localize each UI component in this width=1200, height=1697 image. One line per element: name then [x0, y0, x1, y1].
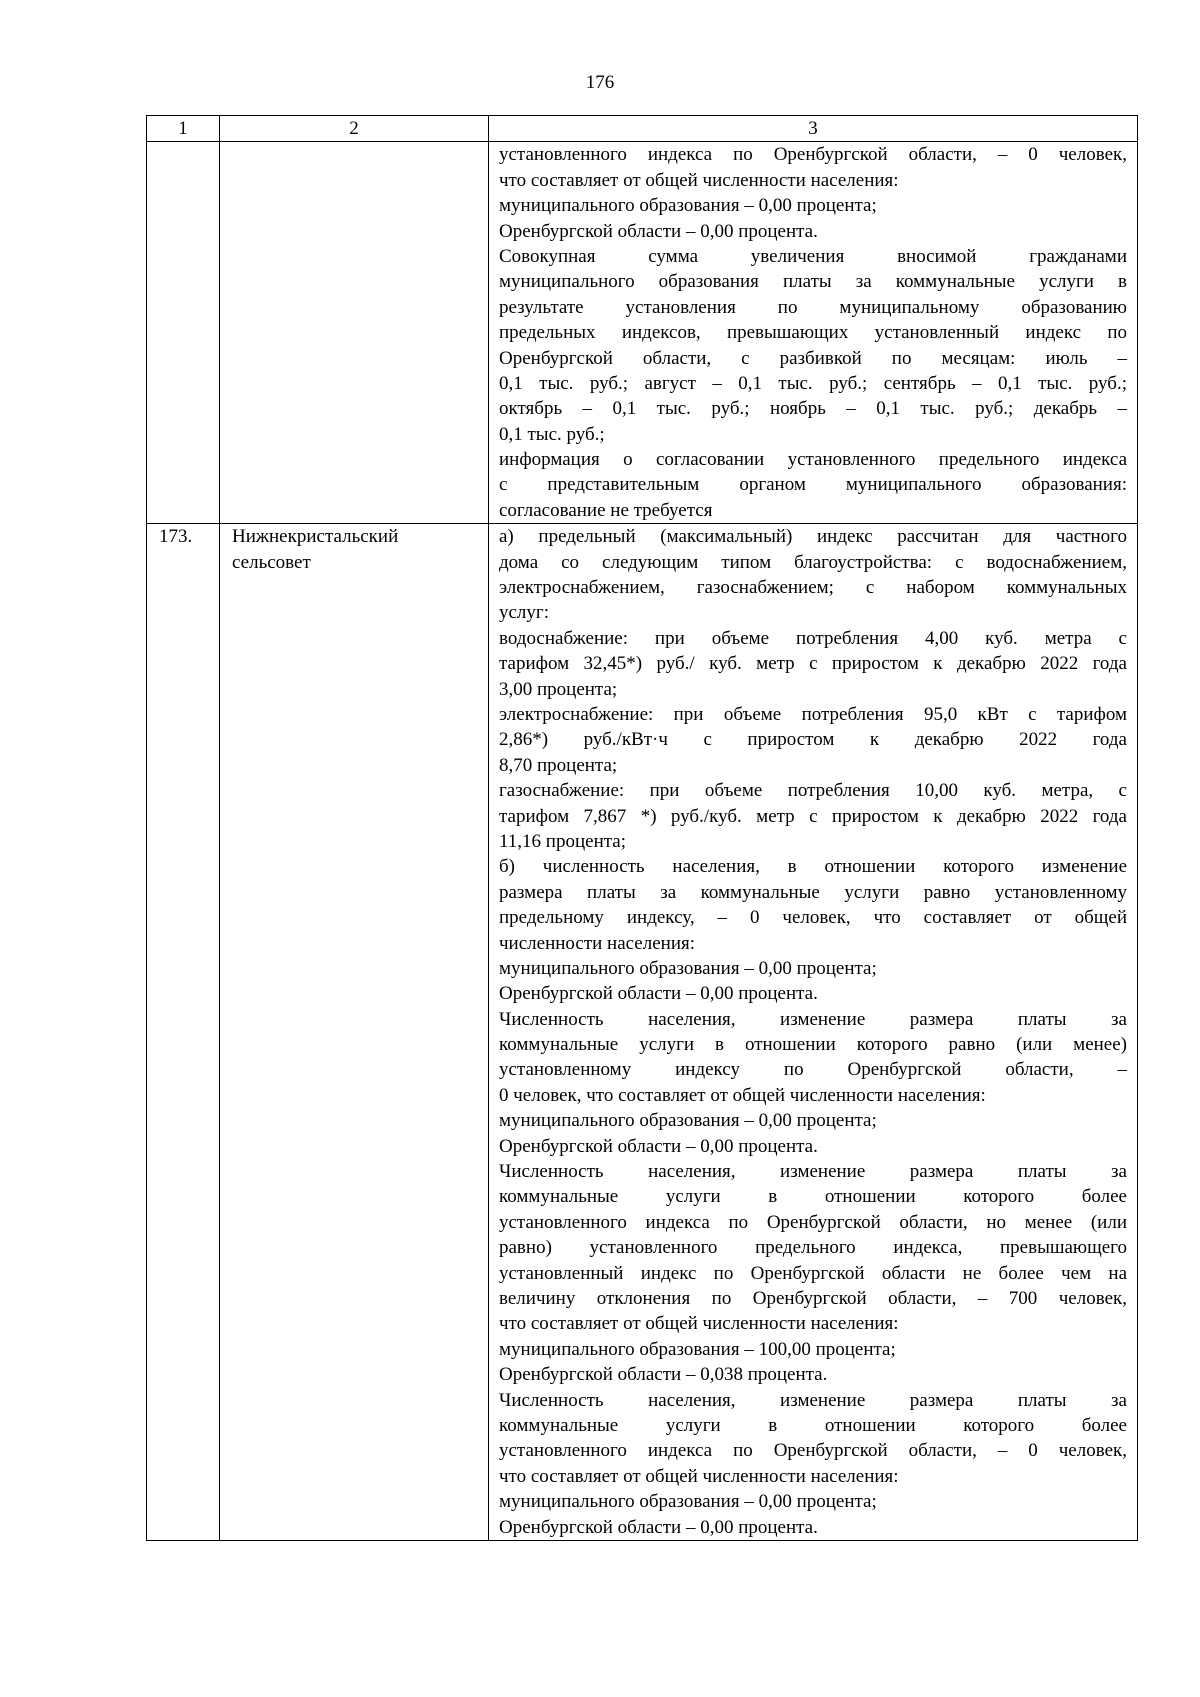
continuation-text-line: муниципального образования – 0,00 процента; [499, 195, 877, 217]
continuation-text-line: Оренбургской области, с разбивкой по месяцам: июль – [499, 347, 1127, 369]
table-row-continuation [147, 142, 1138, 524]
header-cell-2: 2 [220, 116, 489, 142]
row-173-text-line: электроснабжение: при объеме потребления 95,0 кВт с тарифом [499, 704, 1127, 725]
continuation-number-cell [147, 142, 220, 524]
row-173-text-line: установленному индексу по Оренбургской области, – [499, 1059, 1127, 1081]
document-table [146, 115, 1138, 1541]
row-173-text-line: коммунальные услуги в отношении которого более [499, 1186, 1127, 1208]
continuation-text-line: 0,1 тыс. руб.; август – 0,1 тыс. руб.; сентябрь – 0,1 тыс. руб.; [499, 372, 1127, 394]
continuation-text-line: 0,1 тыс. руб.; [499, 423, 605, 445]
row-173-text-line: муниципального образования – 0,00 процента; [499, 1110, 877, 1132]
row-173-text-line: тарифом 7,867 *) руб./куб. метр с приростом к декабрю 2022 года [499, 805, 1127, 827]
row-number-cell [147, 524, 220, 1541]
row-173-text-line: 8,70 процента; [499, 754, 618, 776]
row-173-text-line: муниципального образования – 0,00 процента; [499, 1491, 877, 1513]
row-173-text-line: б) численность населения, в отношении которого изменение [499, 856, 1127, 878]
row-173-text-line: Оренбургской области – 0,00 процента. [499, 1516, 818, 1538]
continuation-text-line: Оренбургской области – 0,00 процента. [499, 220, 818, 242]
settlement-name-line1: Нижнекристальский [232, 526, 399, 548]
row-173-text-line: размера платы за коммунальные услуги равно установленному [499, 881, 1127, 903]
continuation-text-line: предельных индексов, превышающих установленный индекс по [499, 322, 1127, 344]
row-173-text-line: установленного индекса по Оренбургской области, – 0 человек, [499, 1440, 1127, 1462]
settlement-name-line2: сельсовет [232, 551, 311, 573]
continuation-text-line: согласование не требуется [499, 499, 713, 521]
row-173-text-line: муниципального образования – 100,00 процента; [499, 1338, 896, 1360]
row-173-text-line: установленного индекса по Оренбургской области, но менее (или [499, 1211, 1127, 1233]
row-173-text-line: дома со следующим типом благоустройства: с водоснабжением, [499, 551, 1127, 573]
continuation-text-line: установленного индекса по Оренбургской области, – 0 человек, [499, 144, 1127, 166]
table-row-173 [147, 524, 1138, 1541]
header-cell-3: 3 [489, 116, 1138, 142]
continuation-text-line: что составляет от общей численности населения: [499, 169, 899, 191]
row-173-text-line: Оренбургской области – 0,00 процента. [499, 983, 818, 1005]
row-173-text-line: равно) установленного предельного индекса, превышающего [499, 1237, 1127, 1259]
row-173-text-line: величину отклонения по Оренбургской области, – 700 человек, [499, 1287, 1127, 1309]
row-173-text-line: услуг: [499, 602, 549, 624]
row-173-text-line: 3,00 процента; [499, 678, 618, 700]
continuation-name-cell [220, 142, 489, 524]
continuation-description-cell [489, 142, 1138, 524]
continuation-text-line: муниципального образования платы за коммунальные услуги в [499, 271, 1127, 293]
row-173-text-line: 2,86*) руб./кВт·ч с приростом к декабрю 2022 года [499, 729, 1127, 751]
row-173-text-line: численности населения: [499, 932, 696, 954]
continuation-text-line: октябрь – 0,1 тыс. руб.; ноябрь – 0,1 тыс. руб.; декабрь – [499, 398, 1127, 420]
row-173-text-line: газоснабжение: при объеме потребления 10,00 куб. метра, с [499, 780, 1127, 802]
row-description [489, 524, 1137, 1540]
row-description-cell [489, 524, 1138, 1541]
row-173-text-line: что составляет от общей численности населения: [499, 1313, 899, 1335]
row-173-text-line: водоснабжение: при объеме потребления 4,00 куб. метра с [499, 627, 1127, 649]
row-173-text-line: Оренбургской области – 0,038 процента. [499, 1364, 828, 1386]
row-173-text-line: Численность населения, изменение размера платы за [499, 1161, 1127, 1183]
row-173-text-line: муниципального образования – 0,00 процента; [499, 957, 877, 979]
continuation-text-line: информация о согласовании установленного предельного индекса [499, 449, 1127, 471]
row-173-text-line: 11,16 процента; [499, 830, 626, 852]
row-173-text-line: коммунальные услуги в отношении которого равно (или менее) [499, 1034, 1127, 1056]
row-173-text-line: а) предельный (максимальный) индекс рассчитан для частного [499, 526, 1127, 548]
row-173-text-line: установленный индекс по Оренбургской области не более чем на [499, 1262, 1127, 1284]
row-number: 173. [159, 526, 193, 548]
continuation-description [489, 142, 1137, 523]
continuation-text-line: с представительным органом муниципального образования: [499, 474, 1127, 496]
row-173-text-line: 0 человек, что составляет от общей численности населения: [499, 1084, 986, 1106]
page-number: 176 [585, 72, 615, 93]
row-173-text-line: коммунальные услуги в отношении которого более [499, 1414, 1127, 1436]
row-173-text-line: Численность населения, изменение размера платы за [499, 1389, 1127, 1411]
row-173-text-line: Оренбургской области – 0,00 процента. [499, 1135, 818, 1157]
continuation-text-line: Совокупная сумма увеличения вносимой гражданами [499, 245, 1127, 267]
continuation-text-line: результате установления по муниципальному образованию [499, 296, 1127, 318]
header-cell-1: 1 [147, 116, 220, 142]
row-173-text-line: электроснабжением, газоснабжением; с набором коммунальных [499, 577, 1127, 599]
row-173-text-line: Численность населения, изменение размера платы за [499, 1008, 1127, 1030]
row-173-text-line: тарифом 32,45*) руб./ куб. метр с приростом к декабрю 2022 года [499, 653, 1127, 675]
row-173-text-line: что составляет от общей численности населения: [499, 1465, 899, 1487]
table-header-row [147, 116, 1138, 142]
row-name-cell [220, 524, 489, 1541]
row-173-text-line: предельному индексу, – 0 человек, что составляет от общей [499, 907, 1127, 929]
